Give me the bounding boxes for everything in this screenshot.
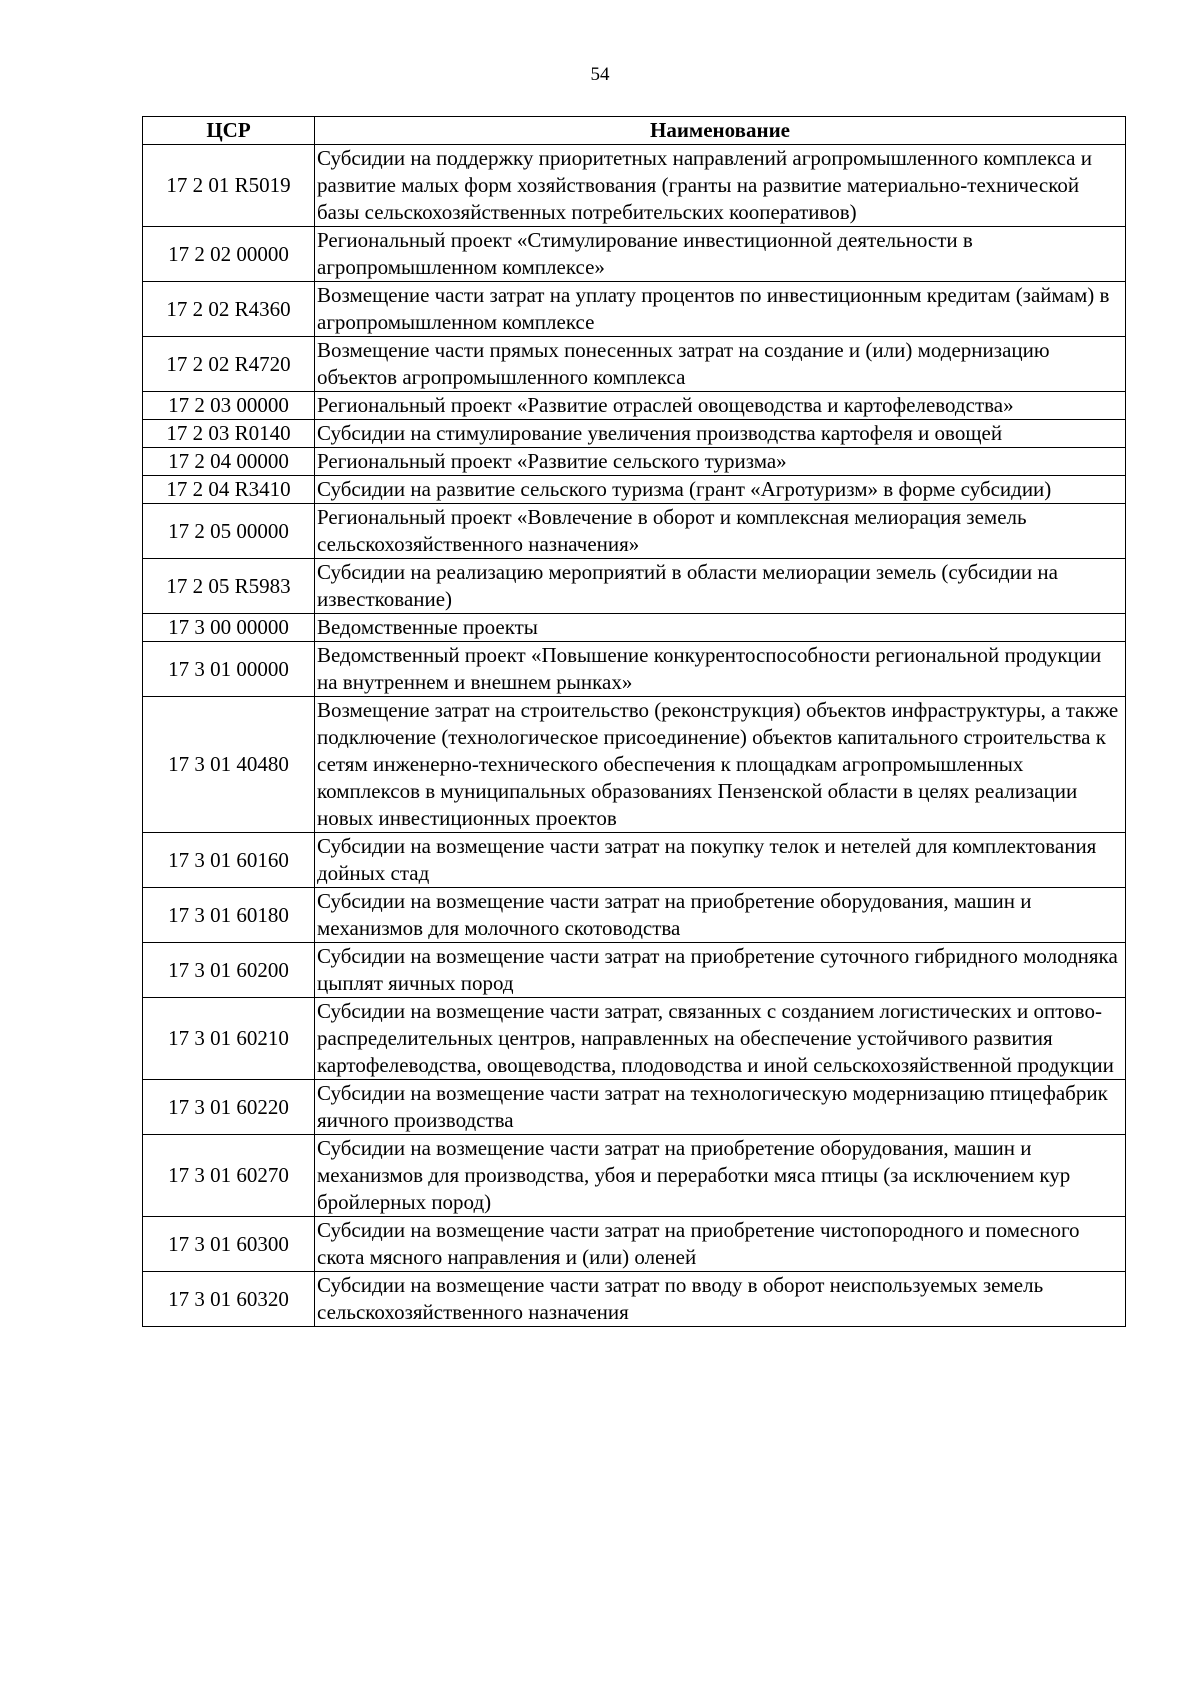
row-name: Ведомственные проекты xyxy=(315,614,1126,642)
row-name: Возмещение затрат на строительство (реконструкция) объектов инфраструктуры, а также подключение (технологическое присоединение) объектов капитального строительства к сетям инженерно-технического обеспечения к площадкам агропромышленных комплексов в муниципальных образованиях Пензенской области в целях реализации новых инвестиционных проектов xyxy=(315,697,1126,833)
table-row xyxy=(143,888,1126,943)
row-name: Возмещение части затрат на уплату процентов по инвестиционным кредитам (займам) в агропромышленном комплексе xyxy=(315,282,1126,337)
table-row xyxy=(143,1217,1126,1272)
row-code: 17 3 01 60220 xyxy=(143,1080,315,1135)
table-row xyxy=(143,337,1126,392)
row-code: 17 3 01 60300 xyxy=(143,1217,315,1272)
row-name: Субсидии на возмещение части затрат на покупку телок и нетелей для комплектования дойных стад xyxy=(315,833,1126,888)
row-code: 17 2 02 R4360 xyxy=(143,282,315,337)
row-code: 17 2 02 R4720 xyxy=(143,337,315,392)
row-code: 17 3 00 00000 xyxy=(143,614,315,642)
row-code: 17 3 01 60180 xyxy=(143,888,315,943)
row-code: 17 2 01 R5019 xyxy=(143,145,315,227)
table-row xyxy=(143,833,1126,888)
row-code: 17 3 01 60270 xyxy=(143,1135,315,1217)
table-row xyxy=(143,998,1126,1080)
table-row xyxy=(143,476,1126,504)
header-code: ЦСР xyxy=(143,117,315,145)
table-row xyxy=(143,559,1126,614)
table-row xyxy=(143,227,1126,282)
row-code: 17 2 03 R0140 xyxy=(143,420,315,448)
row-code: 17 2 04 00000 xyxy=(143,448,315,476)
row-name: Субсидии на развитие сельского туризма (грант «Агротуризм» в форме субсидии) xyxy=(315,476,1126,504)
page-number: 54 xyxy=(590,64,610,85)
table-row xyxy=(143,282,1126,337)
row-name: Субсидии на реализацию мероприятий в области мелиорации земель (субсидии на известкование) xyxy=(315,559,1126,614)
table-row xyxy=(143,392,1126,420)
table-row xyxy=(143,420,1126,448)
row-name: Субсидии на поддержку приоритетных направлений агропромышленного комплекса и развитие малых форм хозяйствования (гранты на развитие материально-технической базы сельскохозяйственных потребительских кооперативов) xyxy=(315,145,1126,227)
row-code: 17 2 03 00000 xyxy=(143,392,315,420)
row-code: 17 2 02 00000 xyxy=(143,227,315,282)
row-code: 17 3 01 60320 xyxy=(143,1272,315,1327)
budget-classification-table xyxy=(142,116,1126,1327)
row-name: Субсидии на стимулирование увеличения производства картофеля и овощей xyxy=(315,420,1126,448)
row-code: 17 3 01 00000 xyxy=(143,642,315,697)
row-name: Субсидии на возмещение части затрат на приобретение суточного гибридного молодняка цыплят яичных пород xyxy=(315,943,1126,998)
row-name: Субсидии на возмещение части затрат по вводу в оборот неиспользуемых земель сельскохозяйственного назначения xyxy=(315,1272,1126,1327)
row-code: 17 2 05 R5983 xyxy=(143,559,315,614)
row-name: Субсидии на возмещение части затрат на приобретение оборудования, машин и механизмов для производства, убоя и переработки мяса птицы (за исключением кур бройлерных пород) xyxy=(315,1135,1126,1217)
table-row xyxy=(143,1080,1126,1135)
table-row xyxy=(143,1135,1126,1217)
row-code: 17 3 01 60210 xyxy=(143,998,315,1080)
row-name: Субсидии на возмещение части затрат на технологическую модернизацию птицефабрик яичного производства xyxy=(315,1080,1126,1135)
table-row xyxy=(143,642,1126,697)
row-code: 17 3 01 60200 xyxy=(143,943,315,998)
table-row xyxy=(143,1272,1126,1327)
table-row xyxy=(143,145,1126,227)
table-header-row xyxy=(143,117,1126,145)
table-row xyxy=(143,504,1126,559)
row-code: 17 2 04 R3410 xyxy=(143,476,315,504)
row-name: Региональный проект «Вовлечение в оборот и комплексная мелиорация земель сельскохозяйственного назначения» xyxy=(315,504,1126,559)
row-code: 17 2 05 00000 xyxy=(143,504,315,559)
row-name: Субсидии на возмещение части затрат на приобретение оборудования, машин и механизмов для молочного скотоводства xyxy=(315,888,1126,943)
row-name: Субсидии на возмещение части затрат, связанных с созданием логистических и оптово-распределительных центров, направленных на обеспечение устойчивого развития картофелеводства, овощеводства, плодоводства и иной сельскохозяйственной продукции xyxy=(315,998,1126,1080)
row-name: Ведомственный проект «Повышение конкурентоспособности региональной продукции на внутреннем и внешнем рынках» xyxy=(315,642,1126,697)
row-name: Возмещение части прямых понесенных затрат на создание и (или) модернизацию объектов агропромышленного комплекса xyxy=(315,337,1126,392)
table-row xyxy=(143,943,1126,998)
table-row xyxy=(143,614,1126,642)
table-row xyxy=(143,448,1126,476)
row-name: Региональный проект «Развитие сельского туризма» xyxy=(315,448,1126,476)
row-name: Региональный проект «Стимулирование инвестиционной деятельности в агропромышленном комплексе» xyxy=(315,227,1126,282)
row-name: Региональный проект «Развитие отраслей овощеводства и картофелеводства» xyxy=(315,392,1126,420)
row-name: Субсидии на возмещение части затрат на приобретение чистопородного и помесного скота мясного направления и (или) оленей xyxy=(315,1217,1126,1272)
table-row xyxy=(143,697,1126,833)
row-code: 17 3 01 60160 xyxy=(143,833,315,888)
row-code: 17 3 01 40480 xyxy=(143,697,315,833)
header-name: Наименование xyxy=(315,117,1126,145)
